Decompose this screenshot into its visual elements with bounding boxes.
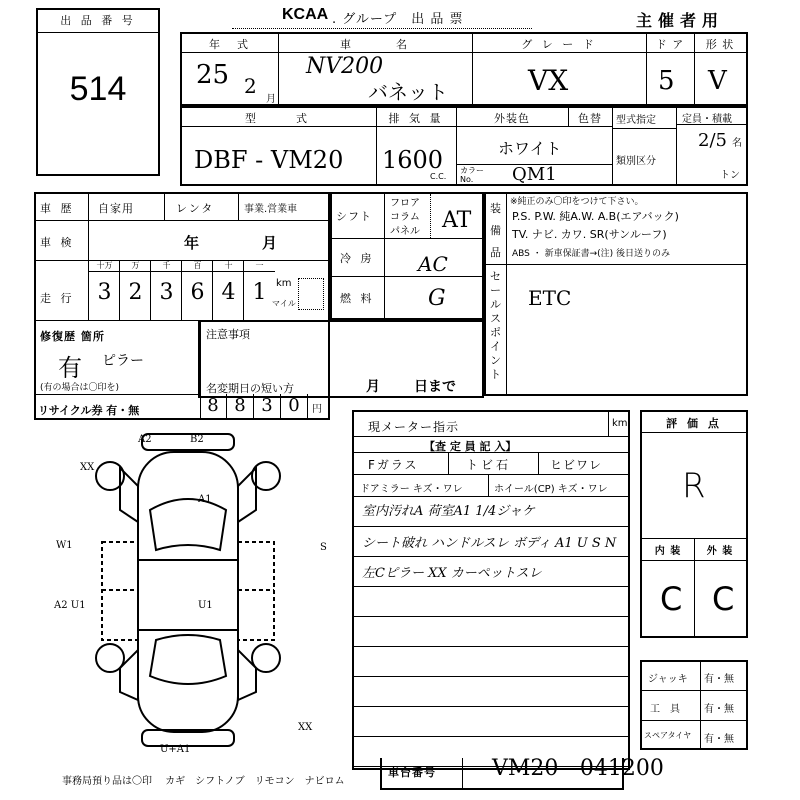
ton-unit: トン — [720, 170, 740, 181]
interior-value: C — [660, 580, 683, 618]
meter-km-unit: km — [612, 418, 628, 429]
equipment-label: 装備品 — [490, 202, 501, 259]
year-value: 25 — [196, 60, 230, 90]
damage-mark: S — [320, 542, 327, 553]
equipment-line2: TV. ナビ. カワ. SR(サンルーフ) — [512, 228, 667, 241]
car-name-value1: NV200 — [306, 54, 384, 79]
damage-mark: XX — [298, 722, 313, 733]
equipment-line3: ABS ・ 新車保証書→(注) 後日送りのみ — [512, 249, 671, 259]
mileage-digit-label: 万 — [120, 260, 151, 272]
color-swap-label: 色替 — [578, 112, 602, 125]
comment-3: 左Cピラー XX カーペットスレ — [362, 566, 542, 581]
tools-label: 工 具 — [650, 704, 680, 715]
floor-label: フロア — [390, 198, 420, 209]
mile-checkbox[interactable] — [298, 278, 324, 310]
displacement-value: 1600 — [382, 146, 444, 174]
notes-label: 注意事項 — [206, 328, 250, 341]
recycle-label: リサイクル券 有・無 — [38, 404, 140, 417]
jack-label: ジャッキ — [648, 674, 688, 685]
private-use-label: 自家用 — [98, 202, 134, 215]
comment-rule — [354, 586, 628, 587]
car-diagram — [40, 430, 340, 760]
chassis-label: 車台番号 — [388, 766, 436, 779]
color-no-value: QM1 — [512, 164, 557, 185]
glass-label: Fガラス — [368, 458, 419, 472]
inspector-block — [352, 410, 630, 770]
mileage-cell — [212, 260, 243, 320]
vehicle-info-row1 — [180, 32, 748, 106]
score-value: R — [682, 466, 706, 506]
grade-label: グ レ ー ド — [521, 38, 597, 51]
door-value: 5 — [658, 66, 675, 96]
inspection-month-unit: 月 — [262, 234, 281, 252]
mileage-digit-label: 百 — [182, 260, 213, 272]
mileage-digit-value: 3 — [159, 280, 174, 305]
km-label: km — [276, 278, 292, 289]
mileage-digit-value: 4 — [221, 280, 236, 305]
yen-unit: 円 — [312, 404, 322, 415]
rename-deadline-label: 名変期日の短い方 — [206, 382, 294, 395]
ac-label: 冷 房 — [340, 252, 375, 265]
panel-label: パネル — [390, 226, 420, 237]
class-label: 類別区分 — [616, 156, 656, 167]
exterior-label: 外 装 — [706, 546, 734, 557]
car-name-label: 車 名 — [340, 38, 410, 51]
type-spec-label: 型式指定 — [616, 115, 656, 126]
mileage-digit-label: 十 — [213, 260, 244, 272]
year-label: 年 式 — [209, 38, 251, 51]
ac-value: AC — [418, 252, 448, 276]
office-note: 事務局預り品は〇印 カギ シフトノブ リモコン ナビロム — [62, 776, 345, 787]
comment-rule — [354, 646, 628, 647]
comment-rule — [354, 556, 628, 557]
mile-label: マイル — [272, 299, 296, 308]
mileage-digit-label: 千 — [151, 260, 182, 272]
mileage-cell — [119, 260, 150, 320]
equipment-block — [484, 192, 748, 396]
organizer-label: 主催者用 — [636, 11, 725, 30]
interior-label: 内 装 — [654, 546, 682, 557]
color-label: 外装色 — [494, 112, 530, 125]
mileage-digit-label: 十万 — [89, 260, 120, 272]
vehicle-info-row2 — [180, 106, 748, 186]
grade-value: VX — [528, 64, 569, 97]
column-label: コラム — [390, 212, 420, 223]
comment-rule — [354, 526, 628, 527]
damage-mark: W1 — [56, 540, 73, 551]
shift-value: AT — [442, 208, 472, 233]
repair-note: ピラー — [102, 353, 144, 369]
exterior-value: C — [712, 580, 735, 618]
mileage-digit-value: 6 — [190, 280, 205, 305]
rental-label: レンタ — [176, 202, 215, 215]
score-label: 評 価 点 — [666, 417, 722, 430]
mirror-label: ドアミラー キズ・ワレ — [360, 484, 463, 495]
meter-label: 現メーター指示 — [368, 420, 460, 434]
lot-number-label: 出 品 番 号 — [38, 10, 158, 33]
displacement-label: 排 気 量 — [388, 112, 444, 125]
accessories-block — [640, 660, 748, 750]
color-no-label: カラー No. — [460, 166, 484, 184]
sales-point-label: セールスポイント — [490, 270, 501, 381]
tools-option: 有・無 — [704, 704, 734, 715]
lot-number-box — [36, 8, 160, 176]
mileage-cell — [243, 260, 274, 320]
recycle-digit: 0 — [281, 394, 308, 418]
shape-label: 形 状 — [705, 38, 735, 51]
history-label: 車 歴 — [40, 202, 75, 215]
wheel-label: ホイール(CP) キズ・ワレ — [494, 484, 608, 495]
mileage-label: 走 行 — [40, 292, 75, 305]
model-value: DBF - VM20 — [194, 146, 344, 174]
wheels — [96, 462, 280, 700]
repair-hint: (有の場合は〇印を) — [40, 383, 120, 393]
business-label: 事業.営業車 — [244, 204, 298, 215]
title-brand: KCAA — [282, 6, 329, 23]
inspector-header: 【査 定 員 記 入】 — [424, 440, 517, 453]
capacity-unit: 名 — [732, 138, 742, 149]
comment-rule — [354, 676, 628, 677]
recycle-digit: 3 — [254, 394, 281, 418]
mileage-digits — [88, 260, 274, 320]
mileage-cell — [150, 260, 181, 320]
shift-label: シフト — [336, 210, 372, 223]
car-name-value2: バネット — [368, 80, 448, 104]
chassis-value: VM20 - 041200 — [492, 756, 664, 781]
spare-tire-label: スペアタイヤ — [644, 731, 692, 740]
title-text: . グループ 出 品 票 — [332, 12, 464, 27]
equipment-line1: P.S. P.W. 純A.W. A.B(エアバック) — [512, 210, 679, 223]
comment-2: シート破れ ハンドルスレ ボディ A1 U S N — [362, 536, 617, 551]
damage-mark: A1 — [198, 494, 212, 505]
mileage-digit-value: 2 — [128, 280, 143, 305]
recycle-digit: 8 — [200, 394, 227, 418]
rename-day-unit: 日まで — [414, 379, 456, 395]
mileage-digit-value: 3 — [97, 280, 112, 305]
comment-rule — [354, 616, 628, 617]
damage-mark: XX — [80, 462, 95, 473]
recycle-digit: 8 — [227, 394, 254, 418]
comment-rule — [354, 706, 628, 707]
repair-label: 修復歴 箇所 — [40, 330, 105, 343]
shape-value: V — [708, 66, 727, 96]
car-body-outline — [138, 452, 238, 732]
rename-month-unit: 月 — [366, 379, 383, 395]
mileage-digit-value: 1 — [252, 280, 267, 305]
evaluation-block — [640, 410, 748, 638]
capacity-value: 2/5 — [698, 130, 727, 151]
fuel-label: 燃 料 — [340, 292, 375, 305]
comment-rule — [354, 736, 628, 737]
equipment-note: ※純正のみ〇印をつけて下さい。 — [510, 197, 644, 207]
capacity-label: 定員・積載 — [682, 114, 732, 125]
damage-mark: U+A1 — [160, 744, 191, 755]
spare-option: 有・無 — [704, 734, 734, 745]
form-title — [232, 6, 532, 29]
mileage-digit-label: 一 — [244, 260, 275, 272]
lot-number-value: 514 — [69, 70, 127, 108]
damage-mark: A2 — [138, 434, 152, 445]
inspection-label: 車 検 — [40, 236, 75, 249]
door-label: ド ア — [655, 38, 685, 51]
sales-point-value: ETC — [528, 286, 572, 310]
comment-1: 室内汚れA 荷室A1 1/4ジャケ — [362, 504, 535, 519]
jack-option: 有・無 — [704, 674, 734, 685]
damage-mark: B2 — [190, 434, 204, 445]
month-unit: 月 — [266, 94, 276, 105]
mileage-cell — [88, 260, 119, 320]
crack-label: ヒビワレ — [550, 458, 603, 472]
displacement-unit: C.C. — [430, 172, 447, 181]
repair-value: 有 — [58, 354, 82, 382]
damage-mark: A2 U1 — [54, 600, 86, 611]
damage-mark: U1 — [198, 600, 213, 611]
shift-block — [330, 192, 484, 320]
mileage-cell — [181, 260, 212, 320]
notes-block — [198, 320, 484, 398]
chip-label: トビ石 — [466, 458, 512, 472]
year-month-value: 2 — [244, 74, 257, 98]
inspection-year-unit: 年 — [184, 234, 203, 252]
fuel-value: G — [428, 286, 446, 311]
color-value: ホワイト — [498, 139, 562, 158]
model-label: 型 式 — [245, 112, 313, 125]
